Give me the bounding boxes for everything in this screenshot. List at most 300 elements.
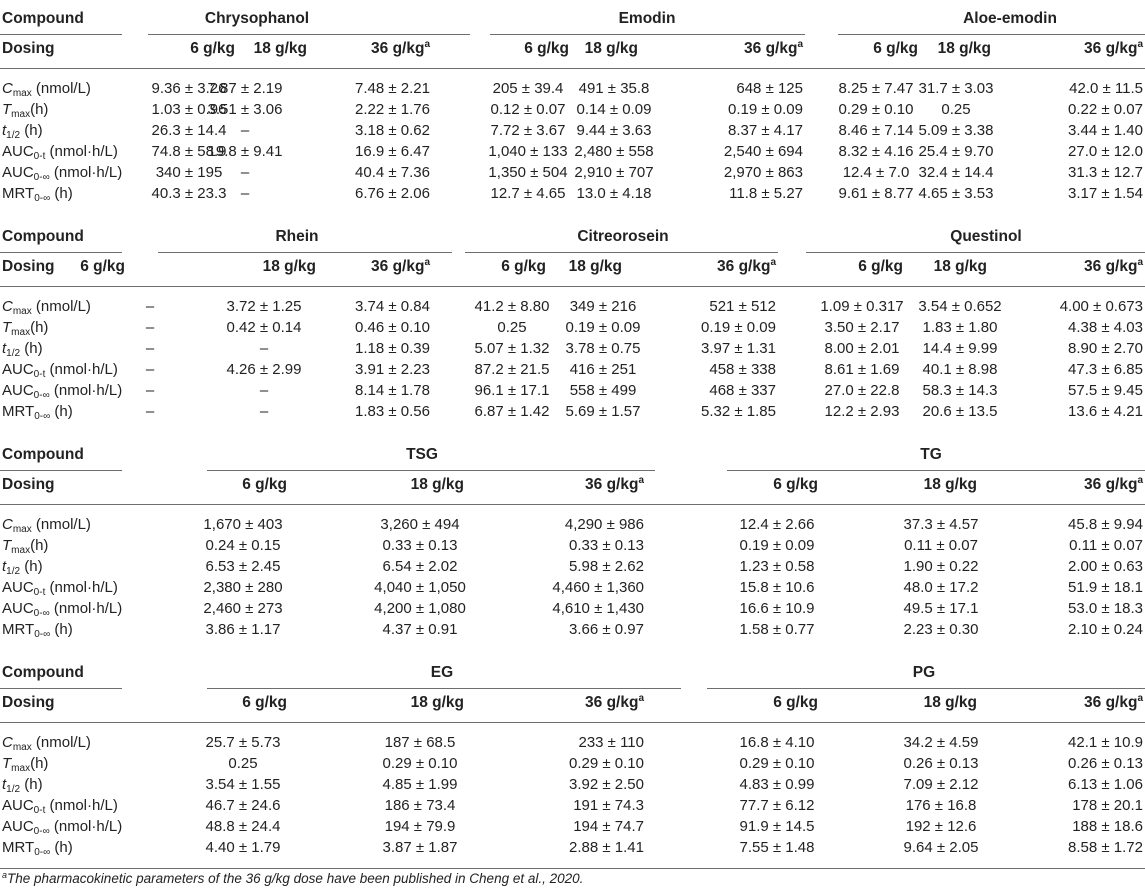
- dose-label: 6 g/kg: [242, 476, 287, 493]
- table-cell: 3.50 ± 2.17: [824, 319, 900, 336]
- dose-label: 6 g/kg: [80, 258, 125, 275]
- table-cell: 558 ± 499: [569, 382, 637, 399]
- table-rule: [0, 34, 122, 35]
- footnote-mark: a: [1137, 475, 1143, 486]
- table-rule: [0, 504, 1145, 505]
- table-cell: –: [259, 403, 269, 420]
- table-cell: 6.54 ± 2.02: [382, 558, 458, 575]
- table-cell: 15.8 ± 10.6: [739, 579, 815, 596]
- parameter-label: [2, 339, 43, 361]
- table-cell: 0.29 ± 0.10: [382, 755, 458, 772]
- table-cell: 87.2 ± 21.5: [474, 361, 550, 378]
- table-cell: 191 ± 74.3: [573, 797, 644, 814]
- table-rule: [490, 34, 805, 35]
- table-cell: 2,970 ± 863: [723, 164, 803, 181]
- table-cell: 12.7 ± 4.65: [490, 185, 566, 202]
- dose-header: [1084, 475, 1143, 497]
- table-cell: 3.51 ± 3.06: [207, 101, 283, 118]
- dosing-label: Dosing: [2, 40, 55, 57]
- table-cell: 40.1 ± 8.98: [922, 361, 998, 378]
- parameter-subscript: max: [11, 109, 31, 120]
- table-cell: 416 ± 251: [569, 361, 637, 378]
- table-cell: 47.3 ± 6.85: [1068, 361, 1143, 378]
- parameter-label: [2, 620, 73, 642]
- table-rule: [727, 470, 1145, 471]
- table-cell: 0.29 ± 0.10: [838, 101, 914, 118]
- parameter-label: [2, 557, 43, 579]
- table-rule: [207, 470, 655, 471]
- dose-header: [773, 693, 818, 713]
- table-cell: 14.4 ± 9.99: [922, 340, 998, 357]
- dose-label: 18 g/kg: [584, 40, 638, 57]
- table-cell: –: [240, 185, 250, 202]
- table-cell: 9.44 ± 3.63: [576, 122, 652, 139]
- dose-header: [585, 39, 638, 59]
- table-cell: 2,380 ± 280: [203, 579, 283, 596]
- table-cell: 0.33 ± 0.13: [569, 537, 644, 554]
- table-cell: 46.7 ± 24.6: [205, 797, 281, 814]
- dose-label: 36 g/kg: [1084, 694, 1138, 711]
- table-cell: 0.29 ± 0.10: [739, 755, 815, 772]
- dose-header: [242, 693, 287, 713]
- table-cell: 3.17 ± 1.54: [1068, 185, 1143, 202]
- parameter-symbol: MRT: [2, 839, 35, 856]
- dose-label: 6 g/kg: [190, 40, 235, 57]
- dose-label: 36 g/kg: [1084, 258, 1138, 275]
- table-cell: 349 ± 216: [569, 298, 637, 315]
- parameter-symbol: C: [2, 80, 13, 97]
- parameter-label: [2, 578, 118, 600]
- dose-header: [717, 257, 776, 279]
- table-cell: 57.5 ± 9.45: [1068, 382, 1143, 399]
- parameter-symbol: AUC: [2, 797, 34, 814]
- table-cell: 1,350 ± 504: [488, 164, 568, 181]
- table-cell: 3.18 ± 0.62: [355, 122, 430, 139]
- dose-header: [773, 475, 818, 495]
- table-cell: 1.58 ± 0.77: [739, 621, 815, 638]
- table-cell: 188 ± 18.6: [1072, 818, 1143, 835]
- table-cell: 2,460 ± 273: [203, 600, 283, 617]
- dose-label: 36 g/kg: [371, 258, 425, 275]
- table-cell: –: [145, 361, 155, 378]
- table-cell: 192 ± 12.6: [905, 818, 977, 835]
- parameter-symbol: AUC: [2, 164, 34, 181]
- table-cell: 3.92 ± 2.50: [569, 776, 644, 793]
- dose-header: [585, 475, 644, 497]
- table-cell: 3.86 ± 1.17: [205, 621, 281, 638]
- table-cell: 4,610 ± 1,430: [552, 600, 644, 617]
- table-cell: 4.40 ± 1.79: [205, 839, 281, 856]
- parameter-subscript: 1/2: [6, 348, 21, 359]
- table-cell: 0.29 ± 0.10: [569, 755, 644, 772]
- dose-header: [924, 693, 977, 713]
- table-cell: 40.4 ± 7.36: [355, 164, 430, 181]
- parameter-unit: (h): [30, 101, 49, 118]
- table-rule: [806, 252, 1145, 253]
- table-cell: –: [145, 319, 155, 336]
- parameter-unit: (h): [50, 621, 73, 638]
- parameter-label: [2, 796, 118, 818]
- table-cell: 0.11 ± 0.07: [904, 537, 978, 554]
- parameter-unit: (h): [20, 776, 43, 793]
- parameter-unit: (h): [50, 185, 73, 202]
- table-cell: 340 ± 195: [155, 164, 223, 181]
- table-cell: 194 ± 74.7: [573, 818, 644, 835]
- parameter-subscript: max: [11, 763, 31, 774]
- footnote-mark: a: [638, 693, 644, 704]
- table-cell: 0.19 ± 0.09: [739, 537, 815, 554]
- dose-label: 36 g/kg: [1084, 476, 1138, 493]
- table-cell: 0.19 ± 0.09: [728, 101, 803, 118]
- parameter-symbol: C: [2, 516, 13, 533]
- table-cell: 3.66 ± 0.97: [569, 621, 644, 638]
- parameter-subscript: 0-∞: [34, 193, 51, 204]
- table-cell: 16.6 ± 10.9: [739, 600, 815, 617]
- parameter-unit: (nmol·h/L): [49, 600, 123, 617]
- table-cell: 27.0 ± 22.8: [824, 382, 900, 399]
- table-cell: 4.85 ± 1.99: [382, 776, 458, 793]
- parameter-symbol: C: [2, 734, 13, 751]
- table-cell: 3.74 ± 0.84: [355, 298, 430, 315]
- dose-header: [1084, 257, 1143, 279]
- table-cell: 0.26 ± 0.13: [903, 755, 979, 772]
- compound-header: Rhein: [275, 228, 319, 245]
- table-cell: 1.09 ± 0.317: [820, 298, 904, 315]
- parameter-subscript: 0-∞: [33, 390, 50, 401]
- dose-label: 18 g/kg: [253, 40, 307, 57]
- dose-header: [80, 257, 125, 277]
- dose-label: 6 g/kg: [858, 258, 903, 275]
- table-cell: 13.6 ± 4.21: [1068, 403, 1143, 420]
- parameter-subscript: 0-t: [33, 805, 46, 816]
- table-rule: [207, 688, 681, 689]
- parameter-symbol: AUC: [2, 600, 34, 617]
- compound-header: Aloe-emodin: [963, 10, 1057, 27]
- table-rule: [0, 252, 122, 253]
- dose-header: [242, 475, 287, 495]
- table-cell: 42.1 ± 10.9: [1068, 734, 1143, 751]
- table-cell: 40.3 ± 23.3: [151, 185, 227, 202]
- table-cell: 42.0 ± 11.5: [1069, 80, 1143, 97]
- table-cell: 41.2 ± 8.80: [474, 298, 550, 315]
- compound-header: Questinol: [950, 228, 1022, 245]
- table-cell: 491 ± 35.8: [578, 80, 650, 97]
- dose-header: [190, 39, 235, 59]
- parameter-unit: (nmol·h/L): [49, 382, 123, 399]
- dose-header: [524, 39, 569, 59]
- parameter-unit: (nmol/L): [31, 298, 91, 315]
- table-cell: 19.8 ± 9.41: [207, 143, 283, 160]
- table-cell: 1.83 ± 1.80: [922, 319, 998, 336]
- table-cell: 31.7 ± 3.03: [918, 80, 994, 97]
- table-cell: 4,040 ± 1,050: [374, 579, 466, 596]
- parameter-label: [2, 515, 91, 537]
- table-rule: [465, 252, 778, 253]
- dose-label: 36 g/kg: [585, 476, 639, 493]
- table-cell: 8.32 ± 4.16: [838, 143, 914, 160]
- table-cell: 1,670 ± 403: [203, 516, 283, 533]
- footnote-mark: a: [770, 257, 776, 268]
- parameter-label: [2, 381, 122, 403]
- footnote-mark: a: [424, 39, 430, 50]
- parameter-subscript: 0-∞: [34, 847, 51, 858]
- table-cell: 37.3 ± 4.57: [903, 516, 979, 533]
- table-cell: 3.54 ± 0.652: [918, 298, 1002, 315]
- table-cell: 0.25: [941, 101, 971, 118]
- table-cell: –: [145, 382, 155, 399]
- table-cell: 2.00 ± 0.63: [1068, 558, 1143, 575]
- parameter-symbol: MRT: [2, 185, 35, 202]
- parameter-unit: (nmol·h/L): [45, 579, 118, 596]
- table-cell: 20.6 ± 13.5: [922, 403, 998, 420]
- parameter-label: [2, 100, 48, 122]
- table-cell: 91.9 ± 14.5: [739, 818, 815, 835]
- table-cell: 5.69 ± 1.57: [565, 403, 641, 420]
- table-cell: 48.8 ± 24.4: [205, 818, 281, 835]
- table-cell: 9.36 ± 3.26: [151, 80, 227, 97]
- table-cell: 1.83 ± 0.56: [355, 403, 430, 420]
- parameter-subscript: 1/2: [6, 784, 21, 795]
- table-cell: 7.72 ± 3.67: [490, 122, 566, 139]
- dose-label: 36 g/kg: [1084, 40, 1138, 57]
- table-cell: 6.13 ± 1.06: [1068, 776, 1143, 793]
- parameter-subscript: max: [12, 306, 32, 317]
- dose-header: [569, 257, 622, 277]
- table-cell: 16.8 ± 4.10: [739, 734, 815, 751]
- table-cell: 4.65 ± 3.53: [918, 185, 994, 202]
- table-cell: 96.1 ± 17.1: [474, 382, 550, 399]
- parameter-unit: (nmol·h/L): [49, 164, 123, 181]
- table-cell: 74.8 ± 58.9: [151, 143, 227, 160]
- table-cell: 4,460 ± 1,360: [552, 579, 644, 596]
- parameter-unit: (nmol·h/L): [45, 797, 118, 814]
- parameter-symbol: t: [2, 122, 7, 139]
- table-cell: 58.3 ± 14.3: [922, 382, 998, 399]
- parameter-symbol: t: [2, 776, 7, 793]
- table-cell: 26.3 ± 14.4: [151, 122, 227, 139]
- table-cell: 4.38 ± 4.03: [1068, 319, 1143, 336]
- parameter-symbol: MRT: [2, 621, 35, 638]
- table-cell: 9.64 ± 2.05: [903, 839, 979, 856]
- table-cell: 1.23 ± 0.58: [739, 558, 815, 575]
- table-cell: 648 ± 125: [736, 80, 803, 97]
- table-cell: 468 ± 337: [709, 382, 776, 399]
- parameter-subscript: 0-∞: [34, 411, 51, 422]
- table-cell: 6.76 ± 2.06: [355, 185, 430, 202]
- table-rule: [0, 68, 1145, 69]
- table-cell: 32.4 ± 14.4: [918, 164, 994, 181]
- table-cell: 8.00 ± 2.01: [824, 340, 900, 357]
- parameter-label: [2, 360, 118, 382]
- parameter-unit: (h): [30, 755, 49, 772]
- dose-label: 6 g/kg: [773, 694, 818, 711]
- table-cell: 0.25: [497, 319, 527, 336]
- footnote-mark: a: [424, 257, 430, 268]
- compound-header: Chrysophanol: [204, 10, 310, 27]
- table-rule: [0, 286, 1145, 287]
- parameter-label: [2, 297, 91, 319]
- dose-header: [1084, 39, 1143, 61]
- table-cell: 0.26 ± 0.13: [1068, 755, 1143, 772]
- dosing-label: Dosing: [2, 694, 55, 711]
- parameter-subscript: max: [12, 524, 32, 535]
- parameter-symbol: AUC: [2, 361, 34, 378]
- parameter-label: [2, 184, 73, 206]
- parameter-symbol: T: [2, 755, 12, 772]
- table-cell: 49.5 ± 17.1: [903, 600, 979, 617]
- table-cell: 1.03 ± 0.96: [151, 101, 227, 118]
- parameter-symbol: AUC: [2, 579, 34, 596]
- table-rule: [0, 688, 122, 689]
- table-cell: 25.7 ± 5.73: [205, 734, 281, 751]
- table-cell: 5.98 ± 2.62: [569, 558, 644, 575]
- parameter-symbol: T: [2, 537, 12, 554]
- table-cell: 3.91 ± 2.23: [355, 361, 430, 378]
- parameter-unit: (nmol/L): [31, 516, 91, 533]
- dose-label: 36 g/kg: [717, 258, 771, 275]
- table-cell: 0.12 ± 0.07: [490, 101, 566, 118]
- dose-label: 36 g/kg: [744, 40, 798, 57]
- table-rule: [0, 868, 1145, 869]
- dose-header: [371, 39, 430, 61]
- compound-header: TSG: [406, 446, 438, 463]
- table-cell: 8.46 ± 7.14: [838, 122, 914, 139]
- table-cell: 5.32 ± 1.85: [701, 403, 776, 420]
- dose-header: [924, 475, 977, 495]
- parameter-label: [2, 402, 73, 424]
- table-cell: 77.7 ± 6.12: [739, 797, 815, 814]
- table-cell: 0.14 ± 0.09: [576, 101, 652, 118]
- dose-label: 6 g/kg: [501, 258, 546, 275]
- parameter-subscript: 0-∞: [33, 826, 50, 837]
- parameter-symbol: MRT: [2, 403, 35, 420]
- table-rule: [0, 470, 122, 471]
- table-cell: 12.4 ± 2.66: [739, 516, 815, 533]
- table-cell: 187 ± 68.5: [384, 734, 456, 751]
- dose-label: 18 g/kg: [410, 476, 464, 493]
- parameter-unit: (nmol/L): [31, 80, 91, 97]
- table-cell: 3.78 ± 0.75: [565, 340, 641, 357]
- dose-label: 6 g/kg: [873, 40, 918, 57]
- table-cell: 4,200 ± 1,080: [374, 600, 466, 617]
- table-cell: 3,260 ± 494: [380, 516, 460, 533]
- table-cell: 8.14 ± 1.78: [355, 382, 430, 399]
- parameter-unit: (nmol/L): [31, 734, 91, 751]
- dose-header: [938, 39, 991, 59]
- table-cell: 194 ± 79.9: [384, 818, 456, 835]
- parameter-unit: (h): [20, 340, 43, 357]
- parameter-subscript: 1/2: [6, 130, 21, 141]
- table-cell: 48.0 ± 17.2: [903, 579, 979, 596]
- dose-label: 6 g/kg: [524, 40, 569, 57]
- table-cell: 3.97 ± 1.31: [701, 340, 776, 357]
- compound-header: PG: [912, 664, 936, 681]
- table-cell: 0.42 ± 0.14: [226, 319, 302, 336]
- dose-header: [934, 257, 987, 277]
- parameter-subscript: max: [11, 545, 31, 556]
- dose-header: [254, 39, 307, 59]
- compound-label: Compound: [2, 664, 84, 681]
- dosing-label: Dosing: [2, 476, 55, 493]
- table-cell: 8.58 ± 1.72: [1068, 839, 1143, 856]
- dose-label: 18 g/kg: [410, 694, 464, 711]
- table-cell: –: [145, 340, 155, 357]
- table-cell: 233 ± 110: [578, 734, 644, 751]
- table-cell: 2,540 ± 694: [723, 143, 803, 160]
- table-cell: 2,480 ± 558: [574, 143, 654, 160]
- table-cell: 51.9 ± 18.1: [1068, 579, 1143, 596]
- dose-header: [501, 257, 546, 277]
- table-cell: 9.61 ± 8.77: [838, 185, 914, 202]
- table-cell: 1.90 ± 0.22: [903, 558, 979, 575]
- dose-label: 18 g/kg: [923, 476, 977, 493]
- table-cell: 2.23 ± 0.30: [903, 621, 979, 638]
- table-cell: 34.2 ± 4.59: [903, 734, 979, 751]
- dose-label: 18 g/kg: [568, 258, 622, 275]
- dose-header: [371, 257, 430, 279]
- table-cell: 2,910 ± 707: [574, 164, 654, 181]
- parameter-label: [2, 142, 118, 164]
- parameter-label: [2, 79, 91, 101]
- table-cell: 7.87 ± 2.19: [207, 80, 283, 97]
- table-cell: 4.00 ± 0.673: [1059, 298, 1143, 315]
- parameter-label: [2, 733, 91, 755]
- parameter-symbol: t: [2, 558, 7, 575]
- compound-label: Compound: [2, 228, 84, 245]
- table-cell: 4.37 ± 0.91: [382, 621, 458, 638]
- parameter-subscript: 0-∞: [34, 629, 51, 640]
- dose-label: 18 g/kg: [923, 694, 977, 711]
- table-rule: [148, 34, 470, 35]
- table-cell: 7.09 ± 2.12: [903, 776, 979, 793]
- table-cell: 4.26 ± 2.99: [226, 361, 302, 378]
- dose-label: 6 g/kg: [242, 694, 287, 711]
- footnote: [2, 870, 583, 889]
- table-cell: 13.0 ± 4.18: [576, 185, 652, 202]
- parameter-subscript: max: [12, 88, 32, 99]
- dose-header: [411, 693, 464, 713]
- parameter-label: [2, 838, 73, 860]
- table-cell: 0.24 ± 0.15: [205, 537, 281, 554]
- compound-label: Compound: [2, 10, 84, 27]
- dose-label: 18 g/kg: [933, 258, 987, 275]
- table-cell: 7.55 ± 1.48: [739, 839, 815, 856]
- table-rule: [707, 688, 1145, 689]
- footnote-mark: a: [638, 475, 644, 486]
- table-cell: –: [259, 340, 269, 357]
- table-cell: 2.88 ± 1.41: [569, 839, 644, 856]
- parameter-label: [2, 754, 48, 776]
- parameter-symbol: AUC: [2, 143, 34, 160]
- table-cell: 7.48 ± 2.21: [355, 80, 430, 97]
- parameter-unit: (h): [30, 537, 49, 554]
- parameter-label: [2, 163, 122, 185]
- compound-header: EG: [430, 664, 454, 681]
- table-cell: 4.83 ± 0.99: [739, 776, 815, 793]
- parameter-unit: (nmol·h/L): [45, 143, 118, 160]
- table-cell: 176 ± 16.8: [905, 797, 977, 814]
- parameter-symbol: AUC: [2, 382, 34, 399]
- table-cell: 0.11 ± 0.07: [1069, 537, 1143, 554]
- parameter-symbol: T: [2, 319, 12, 336]
- table-cell: 3.72 ± 1.25: [226, 298, 302, 315]
- parameter-subscript: 0-t: [33, 369, 46, 380]
- table-cell: 1,040 ± 133: [488, 143, 568, 160]
- table-cell: 0.33 ± 0.13: [382, 537, 458, 554]
- table-cell: 458 ± 338: [709, 361, 776, 378]
- table-cell: 6.53 ± 2.45: [205, 558, 281, 575]
- dose-header: [1084, 693, 1143, 715]
